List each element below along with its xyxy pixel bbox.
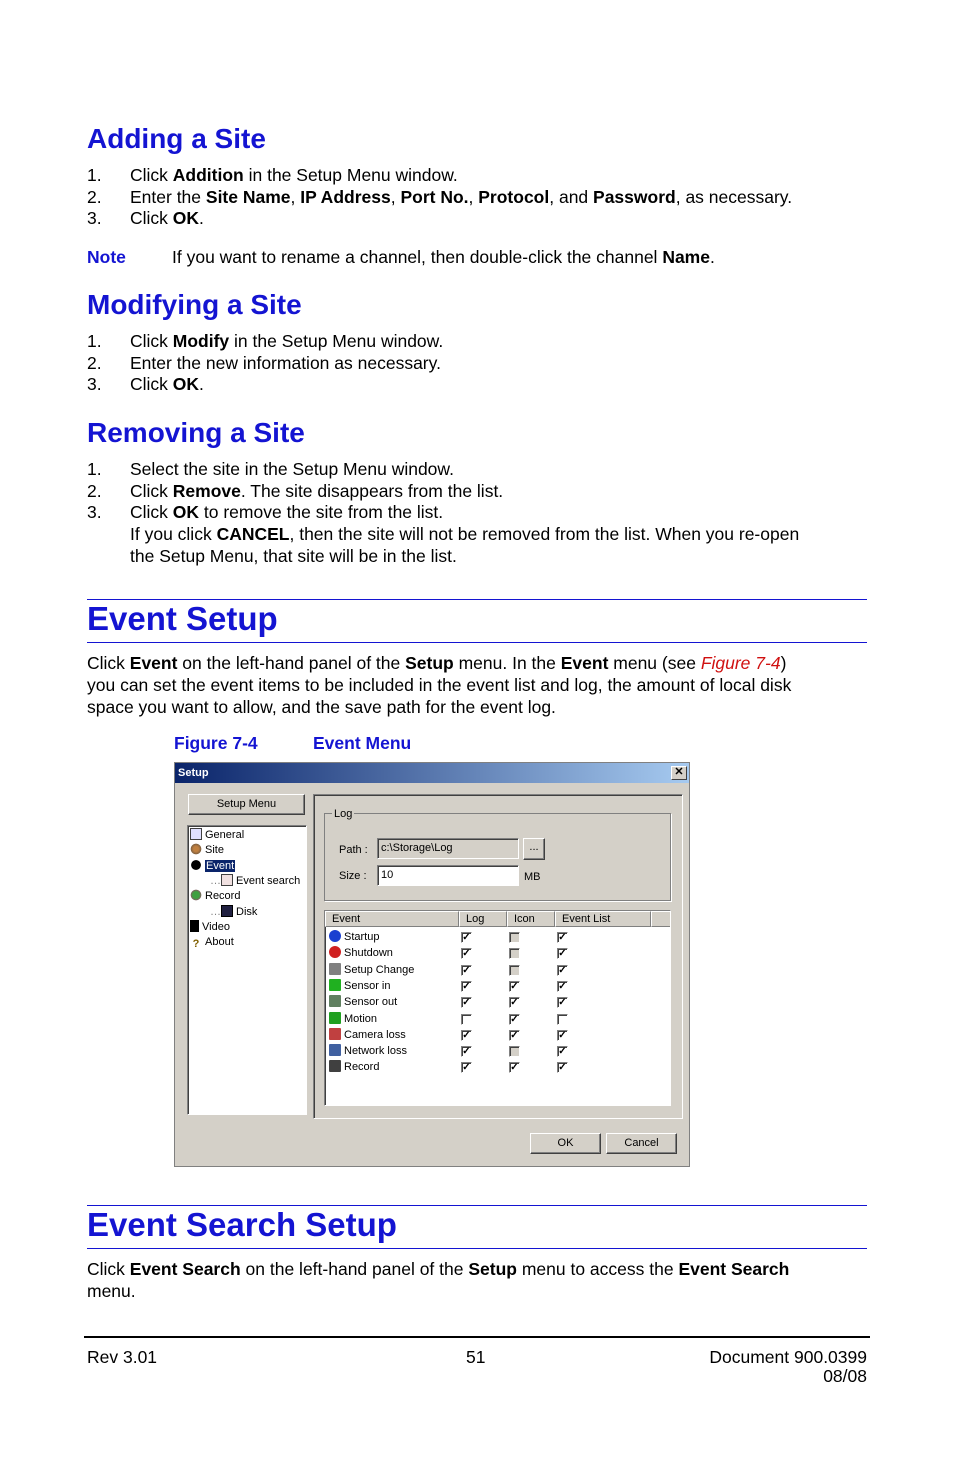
- log-group-label: Log: [334, 808, 353, 820]
- event-name: Camera loss: [344, 1028, 406, 1041]
- disk-icon: [221, 905, 233, 917]
- column-header-icon[interactable]: Icon: [507, 911, 555, 927]
- section-rule: [87, 642, 867, 643]
- list-item: 3. Click OK to remove the site from the list.: [87, 502, 444, 522]
- tree-item-record[interactable]: Record: [190, 889, 240, 903]
- path-label: Path :: [339, 844, 368, 856]
- list-item: 2. Click Remove. The site disappears from the list.: [87, 481, 504, 501]
- event-icon: [190, 859, 202, 871]
- paragraph-line: menu.: [87, 1281, 136, 1301]
- log-checkbox[interactable]: ✓: [462, 997, 471, 1009]
- event-list-checkbox[interactable]: ✓: [558, 997, 567, 1009]
- icon-checkbox[interactable]: [509, 948, 520, 959]
- network-loss-icon: [329, 1044, 341, 1056]
- tree-item-event[interactable]: Event: [190, 859, 235, 873]
- motion-icon: [329, 1012, 341, 1024]
- camera-loss-icon: [329, 1028, 341, 1040]
- list-item-continuation: If you click CANCEL, then the site will not be removed from the list. When you re-open: [130, 524, 800, 544]
- event-list-checkbox[interactable]: ✓: [558, 1062, 567, 1074]
- site-icon: [190, 843, 202, 855]
- column-header-log[interactable]: Log: [459, 911, 507, 927]
- paragraph-line: you can set the event items to be included in the event list and log, the amount of local disk: [87, 675, 792, 695]
- cancel-button[interactable]: Cancel: [606, 1133, 677, 1154]
- icon-checkbox[interactable]: [509, 965, 520, 976]
- event-list-checkbox[interactable]: ✓: [558, 948, 567, 960]
- icon-checkbox[interactable]: [509, 1046, 520, 1057]
- icon-checkbox[interactable]: ✓: [510, 980, 519, 992]
- log-checkbox[interactable]: ✓: [462, 932, 471, 943]
- setup-tree: [187, 825, 307, 1115]
- setup-dialog: [174, 762, 690, 1167]
- path-field[interactable]: c:\Storage\Log: [377, 838, 519, 859]
- general-icon: [190, 828, 202, 840]
- icon-checkbox[interactable]: [509, 932, 520, 943]
- note-label: Note: [87, 247, 126, 267]
- tree-item-general[interactable]: General: [190, 828, 244, 842]
- heading-modifying-site: Modifying a Site: [87, 289, 302, 320]
- icon-checkbox[interactable]: ✓: [510, 1013, 519, 1025]
- tree-item-about[interactable]: ? About: [190, 935, 234, 950]
- info-icon: [329, 930, 341, 942]
- figure-caption: Figure 7-4 Event Menu: [174, 733, 412, 753]
- heading-event-setup: Event Setup: [87, 600, 278, 637]
- event-list-checkbox[interactable]: ✓: [558, 932, 567, 943]
- settings-panel: [313, 794, 683, 1119]
- footer-revision: Rev 3.01: [87, 1347, 158, 1367]
- figure-link[interactable]: Figure 7-4: [700, 653, 781, 673]
- list-item: 2. Enter the new information as necessary.: [87, 353, 441, 373]
- list-item-continuation: the Setup Menu, that site will be in the list.: [130, 546, 457, 566]
- footer-date: 08/08: [823, 1366, 867, 1386]
- footer-page-number: 51: [466, 1347, 486, 1367]
- list-item: 1. Select the site in the Setup Menu window.: [87, 459, 454, 479]
- size-field[interactable]: 10: [377, 865, 519, 886]
- event-name: Setup Change: [344, 963, 415, 976]
- sensor-in-icon: [329, 979, 341, 991]
- event-name: Startup: [344, 931, 380, 943]
- list-item: 1. Click Addition in the Setup Menu window.: [87, 165, 458, 185]
- event-list-checkbox[interactable]: [557, 1014, 568, 1025]
- event-list-checkbox[interactable]: ✓: [558, 1046, 567, 1058]
- about-icon: ?: [192, 938, 200, 950]
- log-checkbox[interactable]: ✓: [462, 980, 471, 992]
- column-header-filler: [651, 911, 671, 927]
- heading-removing-site: Removing a Site: [87, 417, 305, 448]
- log-checkbox[interactable]: ✓: [462, 964, 471, 976]
- paragraph-line: space you want to allow, and the save path for the event log.: [87, 697, 556, 717]
- tree-item-video[interactable]: Video: [190, 920, 230, 934]
- table-row[interactable]: [329, 995, 669, 1011]
- event-name: Record: [344, 1061, 380, 1074]
- stop-icon: [329, 946, 341, 958]
- log-checkbox[interactable]: [461, 1014, 472, 1025]
- ok-button[interactable]: OK: [530, 1133, 601, 1154]
- log-checkbox[interactable]: ✓: [462, 1029, 471, 1041]
- list-item: 1. Click Modify in the Setup Menu window.: [87, 331, 444, 351]
- browse-button[interactable]: ...: [523, 838, 545, 860]
- tree-item-site[interactable]: Site: [190, 843, 224, 857]
- list-item: 3. Click OK.: [87, 208, 204, 228]
- list-item: 2. Enter the Site Name, IP Address, Port No., Protocol, and Password, as necessary.: [87, 187, 793, 207]
- table-row[interactable]: [329, 930, 669, 946]
- record-icon: [190, 889, 202, 901]
- footer-rule: [84, 1336, 870, 1338]
- event-list-checkbox[interactable]: ✓: [558, 964, 567, 976]
- table-row[interactable]: [329, 946, 669, 962]
- event-name: Network loss: [344, 1045, 407, 1058]
- table-row[interactable]: [329, 963, 669, 979]
- dialog-title-bar: Setup: [175, 763, 689, 783]
- heading-adding-site: Adding a Site: [87, 123, 266, 154]
- footer-document: Document 900.0399: [709, 1347, 867, 1367]
- size-unit: MB: [524, 871, 541, 883]
- event-list: [324, 910, 671, 1106]
- icon-checkbox[interactable]: ✓: [510, 1029, 519, 1041]
- table-row[interactable]: [329, 1044, 669, 1060]
- column-header-event-list[interactable]: Event List: [555, 911, 651, 927]
- event-list-checkbox[interactable]: ✓: [558, 980, 567, 992]
- record-event-icon: [329, 1060, 341, 1072]
- paragraph-line: Click Event on the left-hand panel of the Setup menu. In the Event menu (see Figure 7-4): [87, 653, 787, 673]
- event-name: Motion: [344, 1012, 378, 1025]
- event-name: Sensor in: [344, 979, 391, 992]
- table-row[interactable]: [329, 1028, 669, 1044]
- icon-checkbox[interactable]: ✓: [510, 1062, 519, 1074]
- log-checkbox[interactable]: ✓: [462, 948, 471, 960]
- setup-change-icon: [329, 963, 341, 975]
- event-search-icon: [221, 874, 233, 886]
- table-row[interactable]: [329, 1012, 669, 1028]
- setup-menu-button[interactable]: Setup Menu: [188, 794, 305, 815]
- table-row[interactable]: [329, 979, 669, 995]
- event-name: Shutdown: [344, 947, 393, 960]
- log-checkbox[interactable]: ✓: [462, 1062, 471, 1074]
- heading-event-search-setup: Event Search Setup: [87, 1206, 397, 1243]
- video-icon: [190, 920, 199, 932]
- sensor-out-icon: [329, 995, 341, 1007]
- event-name: Sensor out: [344, 996, 398, 1009]
- note: Note If you want to rename a channel, then double-click the channel Name.: [87, 247, 715, 267]
- list-item: 3. Click OK.: [87, 374, 204, 394]
- column-header-event[interactable]: Event: [325, 911, 459, 927]
- section-rule: [87, 1248, 867, 1249]
- size-label: Size :: [339, 870, 367, 882]
- tree-item-event-search[interactable]: … Event search: [210, 875, 301, 887]
- log-checkbox[interactable]: ✓: [462, 1046, 471, 1058]
- paragraph-line: Click Event Search on the left-hand panel of the Setup menu to access the Event Search: [87, 1259, 790, 1279]
- table-row[interactable]: [329, 1060, 669, 1076]
- tree-item-disk[interactable]: … Disk: [210, 906, 258, 918]
- icon-checkbox[interactable]: ✓: [510, 997, 519, 1009]
- close-icon[interactable]: ✕: [671, 766, 687, 780]
- event-list-checkbox[interactable]: ✓: [558, 1029, 567, 1041]
